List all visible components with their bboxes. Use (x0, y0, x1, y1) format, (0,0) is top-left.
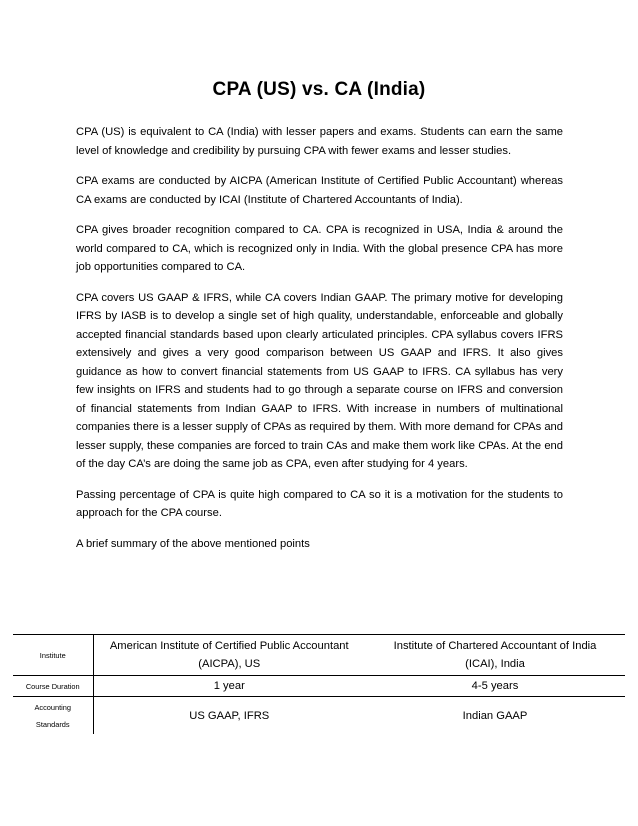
ca-institute-cell: Institute of Chartered Accountant of India (ICAI), India (365, 635, 625, 676)
page-title: CPA (US) vs. CA (India) (212, 79, 426, 100)
row-label-institute: Institute (13, 635, 93, 676)
table-row (13, 635, 625, 676)
cpa-duration-cell: 1 year (93, 676, 365, 697)
table-row (13, 697, 625, 735)
row-label-course-duration: Course Duration (13, 676, 93, 697)
paragraph: CPA covers US GAAP & IFRS, while CA covers Indian GAAP. The primary motive for developing IFRS by IASB is to develop a single set of high quality, understandable, enforceable and globally accepted financial standards based upon clearly articulated principles. CPA syllabus covers IFRS extensively and gives a very good comparison between US GAAP and IFRS. It also gives guidance as how to convert financial statements from US GAAP to IFRS. CA syllabus has very few insights on IFRS and students had to go through a separate course on IFRS and conversion of financial statements from Indian GAAP to IFRS. With increase in numbers of multinational companies there is a lesser supply of CPAs as required by them. With more demand for CPAs and lesser supply, these companies are forced to train CAs and make them work like CPAs. At the end of the day CA’s are doing the same job as CPA, even after studying for 4 years. (76, 291, 563, 470)
ca-standards-cell: Indian GAAP (462, 709, 528, 722)
paragraph: CPA (US) is equivalent to CA (India) with lesser papers and exams. Students can earn the same level of knowledge and credibility by pursuing CPA with fewer exams and lesser studies. (76, 126, 563, 157)
ca-duration-cell: 4-5 years (365, 676, 625, 697)
comparison-table (13, 634, 625, 734)
cpa-institute-cell: American Institute of Certified Public Accountant (AICPA), US (93, 635, 365, 676)
body-text (76, 123, 563, 553)
paragraph: Passing percentage of CPA is quite high compared to CA so it is a motivation for the students to approach for the CPA course. (76, 488, 563, 519)
row-label-accounting-standards: Accounting Standards (13, 697, 93, 735)
cpa-standards-cell: US GAAP, IFRS (189, 709, 270, 722)
table-row (13, 676, 625, 697)
paragraph: CPA gives broader recognition compared to CA. CPA is recognized in USA, India & around the world compared to CA, which is recognized only in India. With the global presence CPA has more job opportunities compared to CA. (76, 224, 563, 273)
summary-intro: A brief summary of the above mentioned points (76, 537, 310, 550)
paragraph: CPA exams are conducted by AICPA (American Institute of Certified Public Accountant) whereas CA exams are conducted by ICAI (Institute of Chartered Accountants of India). (76, 175, 563, 206)
